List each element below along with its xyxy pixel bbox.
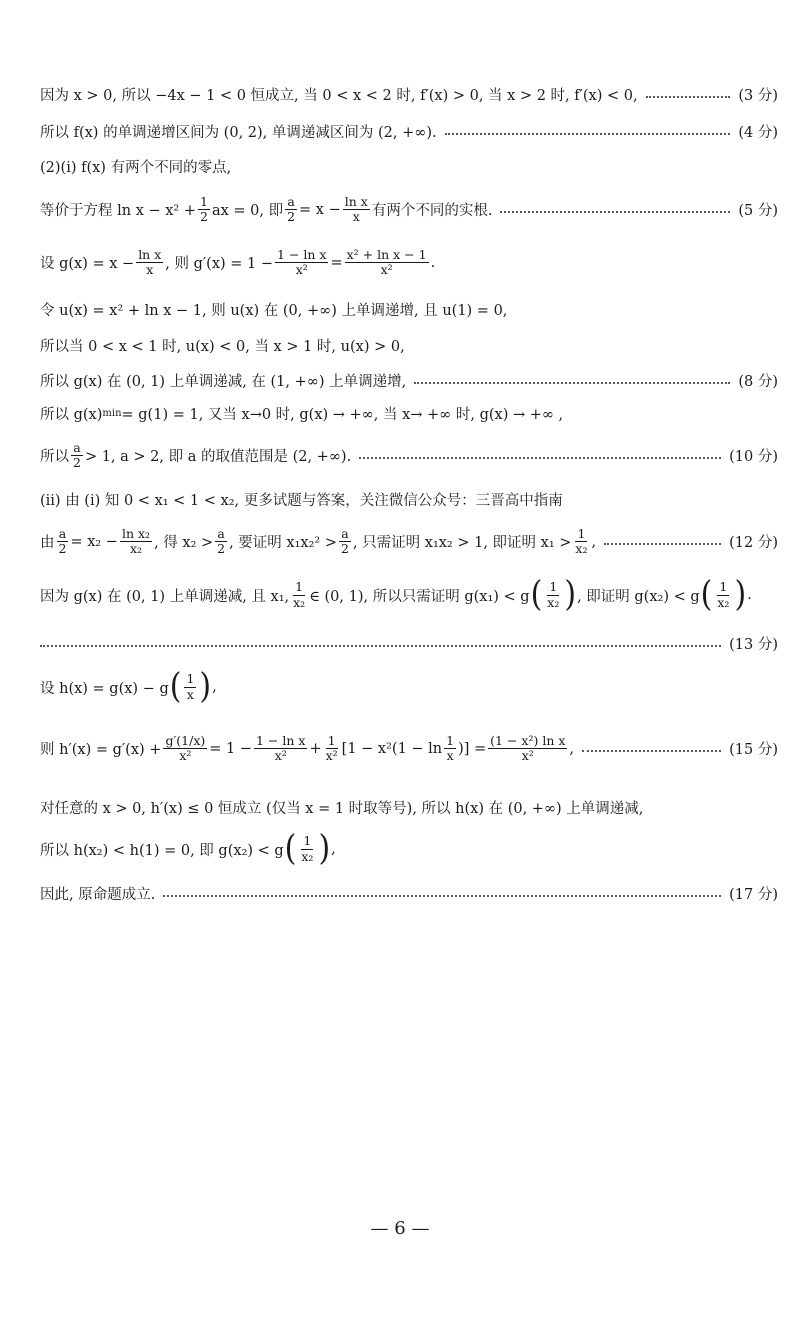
fraction bbox=[285, 195, 297, 225]
dot-leader bbox=[163, 895, 721, 897]
text-seg: 所以 g(x) bbox=[40, 407, 103, 423]
paren-open: ( bbox=[284, 828, 297, 869]
fraction bbox=[163, 734, 207, 764]
fraction-denominator: 2 bbox=[58, 541, 67, 557]
fraction-denominator: x₂ bbox=[301, 848, 314, 864]
line-3 bbox=[40, 156, 778, 177]
fraction-numerator: 1 − ln x bbox=[256, 733, 306, 748]
dot-leader bbox=[359, 457, 721, 459]
paren-open: ( bbox=[169, 666, 182, 707]
fraction bbox=[324, 734, 340, 764]
fraction-numerator: a bbox=[58, 526, 67, 541]
text-seg: , bbox=[569, 740, 575, 757]
fraction-denominator: x₂ bbox=[547, 594, 560, 610]
line-text: 因为 x > 0, 所以 −4x − 1 < 0 恒成立, 当 0 < x < 2 时, f′(x) > 0, 当 x > 2 时, f′(x) < 0, bbox=[40, 88, 638, 104]
line-15 bbox=[40, 666, 778, 707]
fraction-numerator: ln x bbox=[138, 247, 162, 262]
text-seg: , 即证明 g(x₂) < g bbox=[577, 588, 700, 605]
line-8 bbox=[40, 370, 778, 391]
fraction bbox=[275, 248, 328, 278]
score-label: (15 分) bbox=[729, 742, 778, 759]
fraction bbox=[120, 527, 152, 557]
fraction-denominator: x² bbox=[380, 262, 393, 278]
fraction-numerator: 1 bbox=[200, 194, 208, 209]
line-text: 所以 g(x) 在 (0, 1) 上单调递减, 在 (1, +∞) 上单调递增, bbox=[40, 374, 407, 390]
line-text: 对任意的 x > 0, h′(x) ≤ 0 恒成立 (仅当 x = 1 时取等号), 所以 h(x) 在 (0, +∞) 上单调递减, bbox=[40, 801, 644, 817]
text-seg: + bbox=[309, 740, 322, 757]
text-seg: = bbox=[330, 254, 343, 271]
line-body bbox=[40, 248, 435, 278]
dot-leader bbox=[646, 96, 731, 98]
fraction-numerator: g′(1/x) bbox=[165, 733, 206, 748]
fraction-numerator: (1 − x²) ln x bbox=[490, 733, 566, 748]
fraction-denominator: x² bbox=[325, 748, 338, 764]
fraction-numerator: 1 bbox=[186, 671, 195, 687]
subscript: min bbox=[102, 408, 122, 419]
fraction-denominator: x₂ bbox=[575, 541, 588, 557]
fraction bbox=[573, 527, 589, 557]
dot-leader bbox=[414, 382, 730, 384]
text-seg: , 只需证明 x₁x₂ > 1, 即证明 x₁ > bbox=[352, 535, 572, 552]
fraction bbox=[254, 734, 307, 764]
fraction-denominator: 2 bbox=[340, 541, 349, 557]
text-seg: [1 − x²(1 − ln bbox=[341, 740, 443, 757]
text-seg: 所以 h(x₂) < h(1) = 0, 即 g(x₂) < g bbox=[40, 842, 284, 859]
score-label: (8 分) bbox=[738, 374, 778, 390]
line-text: 所以 f(x) 的单调递增区间为 (0, 2), 单调递减区间为 (2, +∞). bbox=[40, 125, 437, 141]
text-seg: , 要证明 x₁x₂² > bbox=[229, 535, 337, 552]
fraction-numerator: a bbox=[217, 526, 225, 541]
score-label: (4 分) bbox=[738, 125, 778, 141]
text-seg: , bbox=[331, 841, 336, 857]
fraction bbox=[198, 195, 210, 225]
fraction-numerator: x² + ln x − 1 bbox=[346, 247, 427, 262]
fraction bbox=[215, 527, 227, 557]
text-seg: = x₂ − bbox=[70, 533, 118, 550]
fraction bbox=[57, 527, 69, 557]
fraction-denominator: x² bbox=[274, 748, 287, 764]
text-seg: > 1, a > 2, 即 a 的取值范围是 (2, +∞). bbox=[84, 449, 352, 466]
score-label: (10 分) bbox=[729, 449, 778, 466]
text-seg: 所以 bbox=[40, 449, 69, 466]
line-18 bbox=[40, 828, 778, 869]
fraction-denominator: x bbox=[186, 686, 194, 702]
dot-leader bbox=[582, 750, 721, 752]
score-label: (12 分) bbox=[729, 535, 778, 552]
fraction-numerator: ln x₂ bbox=[121, 526, 151, 541]
fraction-numerator: a bbox=[73, 440, 81, 455]
line-body bbox=[40, 574, 752, 615]
text-seg: 因为 g(x) 在 (0, 1) 上单调递减, 且 x₁, bbox=[40, 588, 290, 605]
line-1 bbox=[40, 84, 778, 105]
fraction-denominator: 2 bbox=[217, 541, 226, 557]
paren-close: ) bbox=[199, 666, 212, 707]
line-body bbox=[40, 441, 351, 471]
fraction-denominator: x bbox=[352, 209, 360, 225]
fraction bbox=[345, 248, 429, 278]
line-body bbox=[40, 828, 336, 869]
line-7 bbox=[40, 335, 778, 356]
text-seg: 则 h′(x) = g′(x) + bbox=[40, 742, 162, 759]
fraction-numerator: 1 bbox=[303, 833, 312, 849]
fraction-denominator: x₂ bbox=[293, 594, 306, 610]
dot-leader bbox=[40, 645, 721, 647]
line-9 bbox=[40, 403, 778, 424]
fraction-numerator: 1 bbox=[719, 579, 728, 595]
dot-leader bbox=[500, 211, 730, 213]
fraction bbox=[136, 248, 163, 278]
text-seg: , bbox=[591, 533, 597, 550]
text-seg: , 得 x₂ > bbox=[154, 535, 214, 552]
score-label: (5 分) bbox=[738, 203, 778, 220]
line-body bbox=[40, 195, 492, 225]
text-seg: 设 h(x) = g(x) − g bbox=[40, 680, 169, 697]
line-12 bbox=[40, 527, 778, 557]
line-text: 令 u(x) = x² + ln x − 1, 则 u(x) 在 (0, +∞) 上单调递增, 且 u(1) = 0, bbox=[40, 303, 508, 319]
line-text: (ⅱ) 由 (ⅰ) 知 0 < x₁ < 1 < x₂, 更多试题与答案，关注微信公众号：三晋高中指南 bbox=[40, 493, 563, 509]
text-seg: 设 g(x) = x − bbox=[40, 256, 135, 273]
paren-close: ) bbox=[564, 574, 577, 615]
fraction-denominator: x₂ bbox=[129, 541, 143, 557]
page-number: — 6 — bbox=[370, 1218, 430, 1239]
paren-open: ( bbox=[530, 574, 543, 615]
fraction-denominator: x bbox=[446, 748, 454, 764]
line-text: (2)(ⅰ) f(x) 有两个不同的零点, bbox=[40, 160, 232, 176]
line-16 bbox=[40, 734, 778, 764]
fraction-denominator: x₂ bbox=[717, 594, 730, 610]
text-seg: 由 bbox=[40, 535, 55, 552]
score-label: (13 分) bbox=[729, 637, 778, 653]
fraction bbox=[715, 580, 731, 610]
line-14 bbox=[40, 633, 778, 654]
line-text: 因此, 原命题成立. bbox=[40, 887, 156, 903]
fraction-numerator: a bbox=[341, 526, 349, 541]
text-seg: . bbox=[430, 254, 436, 271]
fraction bbox=[339, 527, 351, 557]
fraction-numerator: 1 bbox=[549, 579, 558, 595]
paren-open: ( bbox=[700, 574, 713, 615]
fraction bbox=[488, 734, 567, 764]
text-seg: , 则 g′(x) = 1 − bbox=[165, 256, 274, 273]
fraction bbox=[291, 580, 307, 610]
text-seg: = x − bbox=[299, 201, 341, 218]
line-17 bbox=[40, 797, 778, 818]
fraction-denominator: x² bbox=[179, 748, 192, 764]
line-body bbox=[40, 403, 563, 424]
fraction bbox=[299, 834, 315, 864]
line-10 bbox=[40, 441, 778, 471]
line-5 bbox=[40, 248, 778, 278]
fraction-numerator: a bbox=[287, 194, 295, 209]
text-seg: = 1 − bbox=[209, 740, 252, 757]
fraction-numerator: 1 bbox=[295, 579, 304, 595]
line-body bbox=[40, 734, 574, 764]
text-seg: ax = 0, 即 bbox=[211, 203, 284, 220]
fraction bbox=[343, 195, 370, 225]
text-seg: )] = bbox=[458, 740, 487, 757]
dot-leader bbox=[604, 543, 721, 545]
fraction bbox=[545, 580, 561, 610]
score-label: (17 分) bbox=[729, 887, 778, 903]
text-seg: , bbox=[212, 679, 217, 695]
text-seg: 等价于方程 ln x − x² + bbox=[40, 203, 196, 220]
line-4 bbox=[40, 195, 778, 225]
line-text: 所以当 0 < x < 1 时, u(x) < 0, 当 x > 1 时, u(x) > 0, bbox=[40, 339, 405, 355]
line-19 bbox=[40, 883, 778, 904]
line-11 bbox=[40, 489, 778, 510]
fraction-denominator: x² bbox=[295, 262, 308, 278]
fraction bbox=[71, 441, 83, 471]
line-13 bbox=[40, 574, 778, 615]
fraction-numerator: 1 bbox=[577, 526, 586, 541]
text-seg: = g(1) = 1, 又当 x→0 时, g(x) → +∞, 当 x→ +∞ 时, g(x) → +∞ , bbox=[121, 407, 564, 423]
text-seg: . bbox=[747, 587, 752, 603]
fraction-numerator: 1 − ln x bbox=[277, 247, 327, 262]
line-body bbox=[40, 666, 217, 707]
fraction-denominator: x bbox=[146, 262, 154, 278]
text-seg: 有两个不同的实根. bbox=[371, 203, 493, 220]
fraction bbox=[184, 672, 196, 702]
dot-leader bbox=[445, 133, 731, 135]
fraction-denominator: 2 bbox=[200, 209, 208, 225]
line-body bbox=[40, 527, 596, 557]
score-label: (3 分) bbox=[738, 88, 778, 104]
line-2 bbox=[40, 121, 778, 142]
fraction-denominator: 2 bbox=[73, 455, 81, 471]
fraction-denominator: 2 bbox=[287, 209, 296, 225]
paren-close: ) bbox=[734, 574, 747, 615]
fraction-numerator: 1 bbox=[446, 733, 455, 748]
fraction-numerator: 1 bbox=[327, 733, 336, 748]
text-seg: ∈ (0, 1), 所以只需证明 g(x₁) < g bbox=[309, 588, 530, 605]
paren-close: ) bbox=[318, 828, 331, 869]
fraction bbox=[444, 734, 456, 764]
fraction-denominator: x² bbox=[521, 748, 534, 764]
line-6 bbox=[40, 299, 778, 320]
fraction-numerator: ln x bbox=[344, 194, 368, 209]
